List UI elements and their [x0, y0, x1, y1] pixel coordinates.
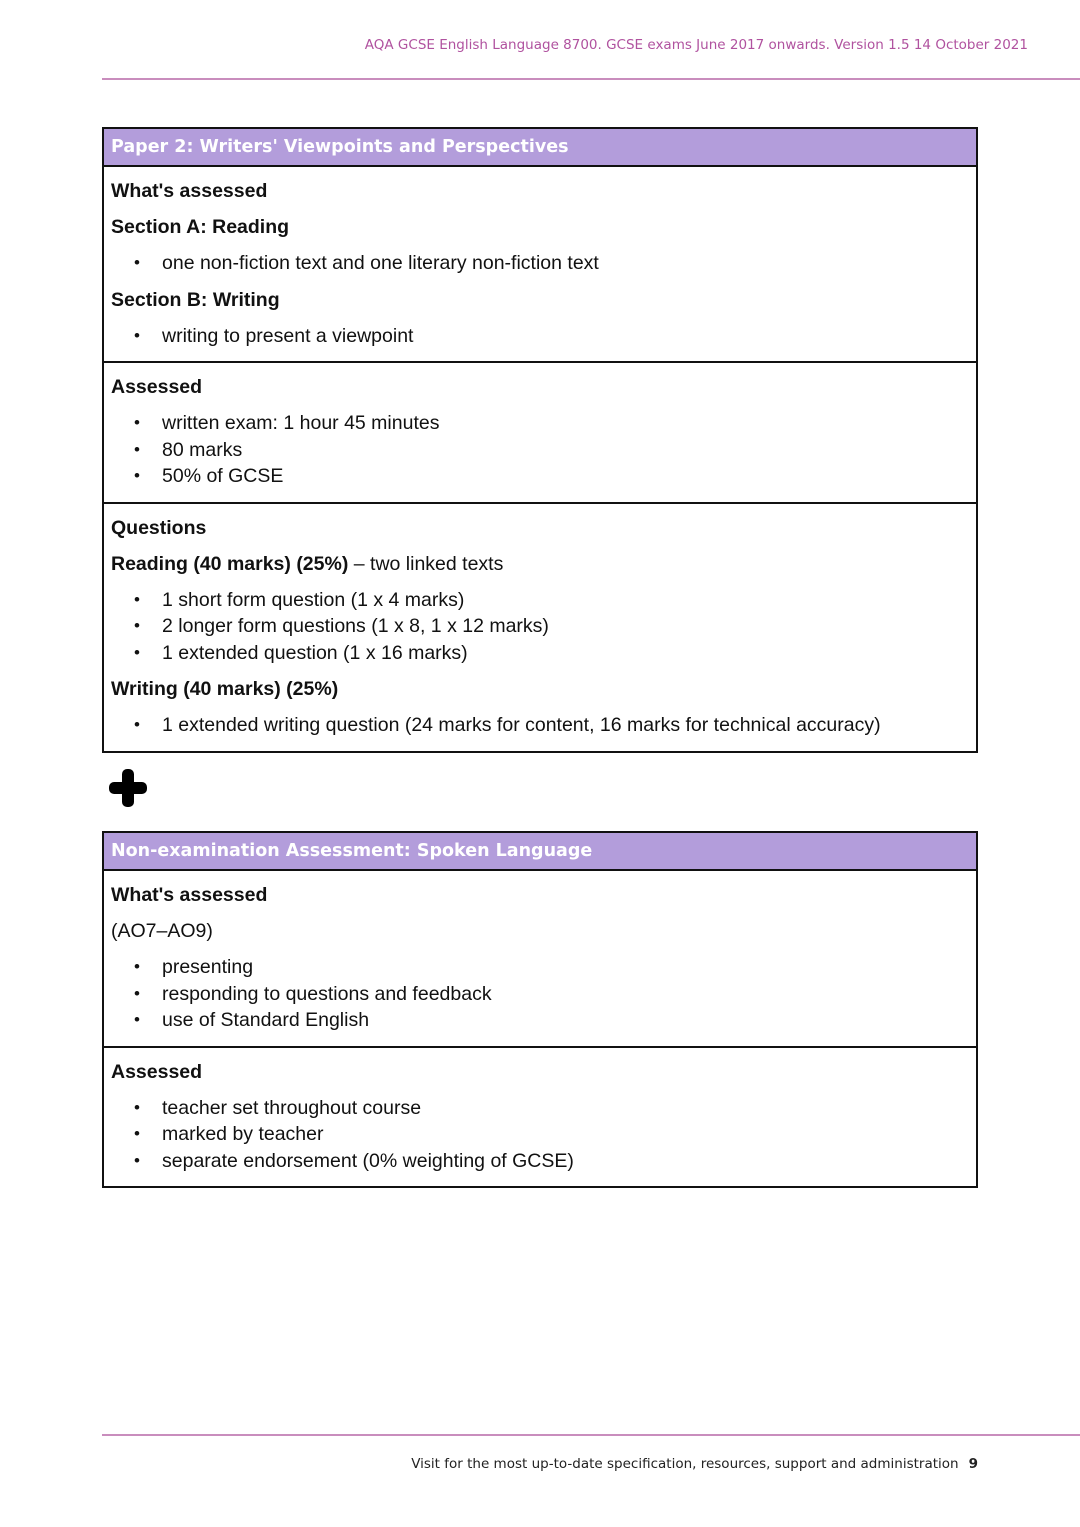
section-a-list — [111, 250, 969, 277]
paper2-title: Paper 2: Writers' Viewpoints and Perspectives — [104, 129, 976, 167]
section-b-list — [111, 323, 969, 350]
nea-assessed — [104, 1048, 976, 1187]
list-item: • 50% of GCSE — [111, 463, 969, 490]
nea-ao-codes: (AO7–AO9) — [111, 920, 213, 942]
list-item: • teacher set throughout course — [111, 1095, 969, 1122]
running-head: AQA GCSE English Language 8700. GCSE exams June 2017 onwards. Version 1.5 14 October 2021 — [364, 37, 1028, 53]
paper2-questions — [104, 504, 976, 751]
plus-icon — [108, 768, 148, 808]
list-item: • writing to present a viewpoint — [111, 323, 969, 350]
reading-heading-rest: – two linked texts — [348, 552, 504, 575]
paper2-whats-assessed — [104, 167, 976, 363]
nea-whats-assessed-list — [111, 954, 969, 1034]
paper2-assessed-list — [111, 410, 969, 490]
paper2-assessed — [104, 363, 976, 504]
paper2-assessed-heading: Assessed — [111, 376, 203, 398]
list-item: • marked by teacher — [111, 1121, 969, 1148]
page-number: 9 — [968, 1456, 978, 1472]
footer — [411, 1456, 978, 1472]
list-item: • 1 extended question (1 x 16 marks) — [111, 640, 969, 667]
list-item: • presenting — [111, 954, 969, 981]
paper2-whats-assessed-heading: What's assessed — [111, 180, 268, 202]
header-rule — [102, 78, 1080, 80]
list-item: • 2 longer form questions (1 x 8, 1 x 12 marks) — [111, 613, 969, 640]
section-a-heading: Section A: Reading — [111, 216, 290, 238]
reading-list — [111, 587, 969, 667]
footer-text: Visit for the most up-to-date specification, resources, support and administration — [411, 1456, 959, 1472]
list-item: • 1 extended writing question (24 marks for content, 16 marks for technical accuracy) — [111, 712, 969, 739]
list-item: • responding to questions and feedback — [111, 981, 969, 1008]
section-b-heading: Section B: Writing — [111, 288, 280, 311]
nea-table — [102, 831, 978, 1188]
nea-whats-assessed — [104, 871, 976, 1048]
list-item: • separate endorsement (0% weighting of GCSE) — [111, 1148, 969, 1175]
writing-list — [111, 712, 969, 739]
paper2-table — [102, 127, 978, 753]
nea-assessed-list — [111, 1095, 969, 1175]
nea-assessed-heading: Assessed — [111, 1060, 203, 1083]
nea-whats-assessed-heading: What's assessed — [111, 884, 268, 906]
paper2-questions-heading: Questions — [111, 516, 207, 539]
reading-heading — [111, 551, 969, 577]
list-item: • one non-fiction text and one literary non-fiction text — [111, 250, 969, 277]
writing-heading: Writing (40 marks) (25%) — [111, 678, 339, 700]
list-item: • 1 short form question (1 x 4 marks) — [111, 587, 969, 614]
list-item: • use of Standard English — [111, 1007, 969, 1034]
list-item: • 80 marks — [111, 437, 969, 464]
list-item: • written exam: 1 hour 45 minutes — [111, 410, 969, 437]
footer-rule — [102, 1434, 1080, 1436]
reading-heading-bold: Reading (40 marks) (25%) — [111, 552, 349, 575]
nea-title: Non-examination Assessment: Spoken Language — [104, 833, 976, 871]
